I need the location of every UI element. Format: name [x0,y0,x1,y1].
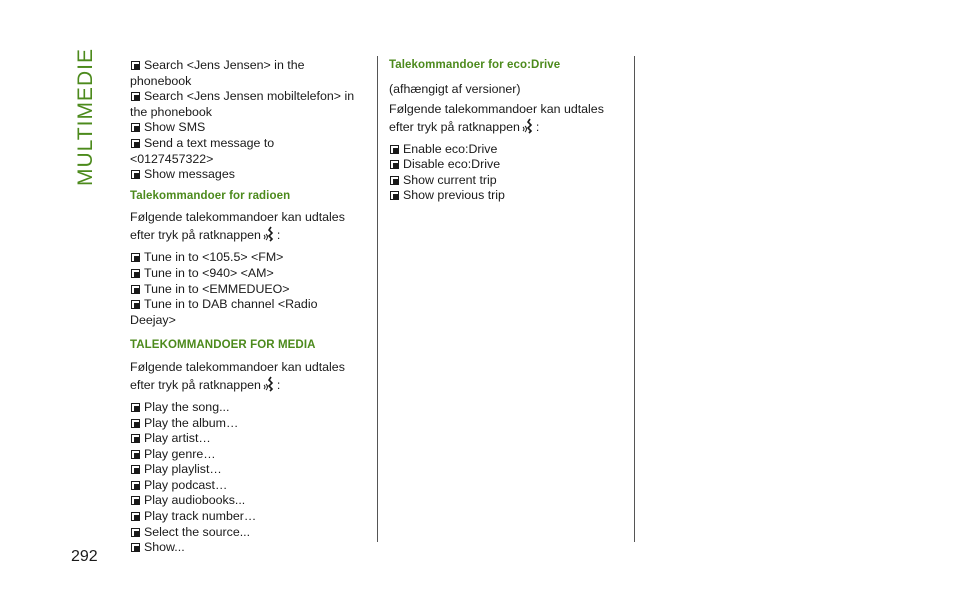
checkbox-bullet-icon [131,61,140,70]
list-item: Play the album… [130,416,372,432]
list-item: Tune in to <105.5> <FM> [130,250,372,266]
radio-commands-list [130,250,372,328]
list-item: Select the source... [130,525,372,541]
list-item: Play podcast… [130,478,372,494]
voice-command-icon [263,376,277,392]
column-divider-right [634,56,635,542]
checkbox-bullet-icon [131,300,140,309]
checkbox-bullet-icon [131,170,140,179]
checkbox-bullet-icon [131,465,140,474]
checkbox-bullet-icon [131,285,140,294]
checkbox-bullet-icon [131,512,140,521]
checkbox-bullet-icon [131,528,140,537]
checkbox-bullet-icon [131,419,140,428]
checkbox-bullet-icon [131,543,140,552]
checkbox-bullet-icon [131,496,140,505]
checkbox-bullet-icon [390,145,399,154]
checkbox-bullet-icon [131,481,140,490]
checkbox-bullet-icon [131,123,140,132]
checkbox-bullet-icon [131,253,140,262]
checkbox-bullet-icon [131,139,140,148]
eco-drive-intro-text: Følgende talekommandoer kan udtales efter tryk på ratknappen : [389,101,604,134]
list-item: Play the song... [130,400,372,416]
list-item: Show current trip [389,173,629,189]
list-item: Show previous trip [389,188,629,204]
list-item: Play artist… [130,431,372,447]
checkbox-bullet-icon [390,176,399,185]
column-middle [389,58,629,204]
checkbox-bullet-icon [131,92,140,101]
list-item: Enable eco:Drive [389,142,629,158]
voice-command-icon [522,118,536,134]
list-item: Tune in to DAB channel <Radio Deejay> [130,297,318,327]
checkbox-bullet-icon [131,434,140,443]
list-item: Play playlist… [130,462,372,478]
list-item: Tune in to <940> <AM> [130,266,372,282]
list-item: Tune in to <EMMEDUEO> [130,282,372,298]
checkbox-bullet-icon [131,403,140,412]
list-item: Send a text message to <0127457322> [130,135,275,166]
checkbox-bullet-icon [390,191,399,200]
checkbox-bullet-icon [131,450,140,459]
radio-heading: Talekommandoer for radioen [130,189,291,202]
list-item: Search <Jens Jensen mobiltelefon> in the phonebook [130,89,355,119]
page-number: 292 [71,548,98,565]
checkbox-bullet-icon [131,269,140,278]
column-divider-left [377,56,378,542]
eco-drive-commands-list [389,142,629,204]
list-item: Show SMS [130,120,372,136]
list-item: Play track number… [130,509,372,525]
list-item: Search <Jens Jensen> in the phonebook [130,58,305,88]
radio-intro-text: Følgende talekommandoer kan udtales efter tryk på ratknappen : [130,210,345,243]
list-item: Disable eco:Drive [389,157,629,173]
eco-drive-heading: Talekommandoer for eco:Drive [389,59,561,71]
voice-command-icon [263,226,277,242]
list-item: Show... [130,540,372,556]
list-item: Play genre… [130,447,372,463]
list-item: Play audiobooks... [130,493,372,509]
column-left [130,58,372,556]
checkbox-bullet-icon [390,160,399,169]
media-heading: TALEKOMMANDOER FOR MEDIA [130,339,316,352]
media-intro-text: Følgende talekommandoer kan udtales efter tryk på ratknappen : [130,359,345,392]
list-item: Show messages [130,167,372,183]
phone-commands-list [130,58,372,183]
media-commands-list [130,400,372,556]
section-title: MULTIMEDIE [74,48,97,186]
eco-drive-subtitle: (afhængigt af versioner) [389,81,521,96]
